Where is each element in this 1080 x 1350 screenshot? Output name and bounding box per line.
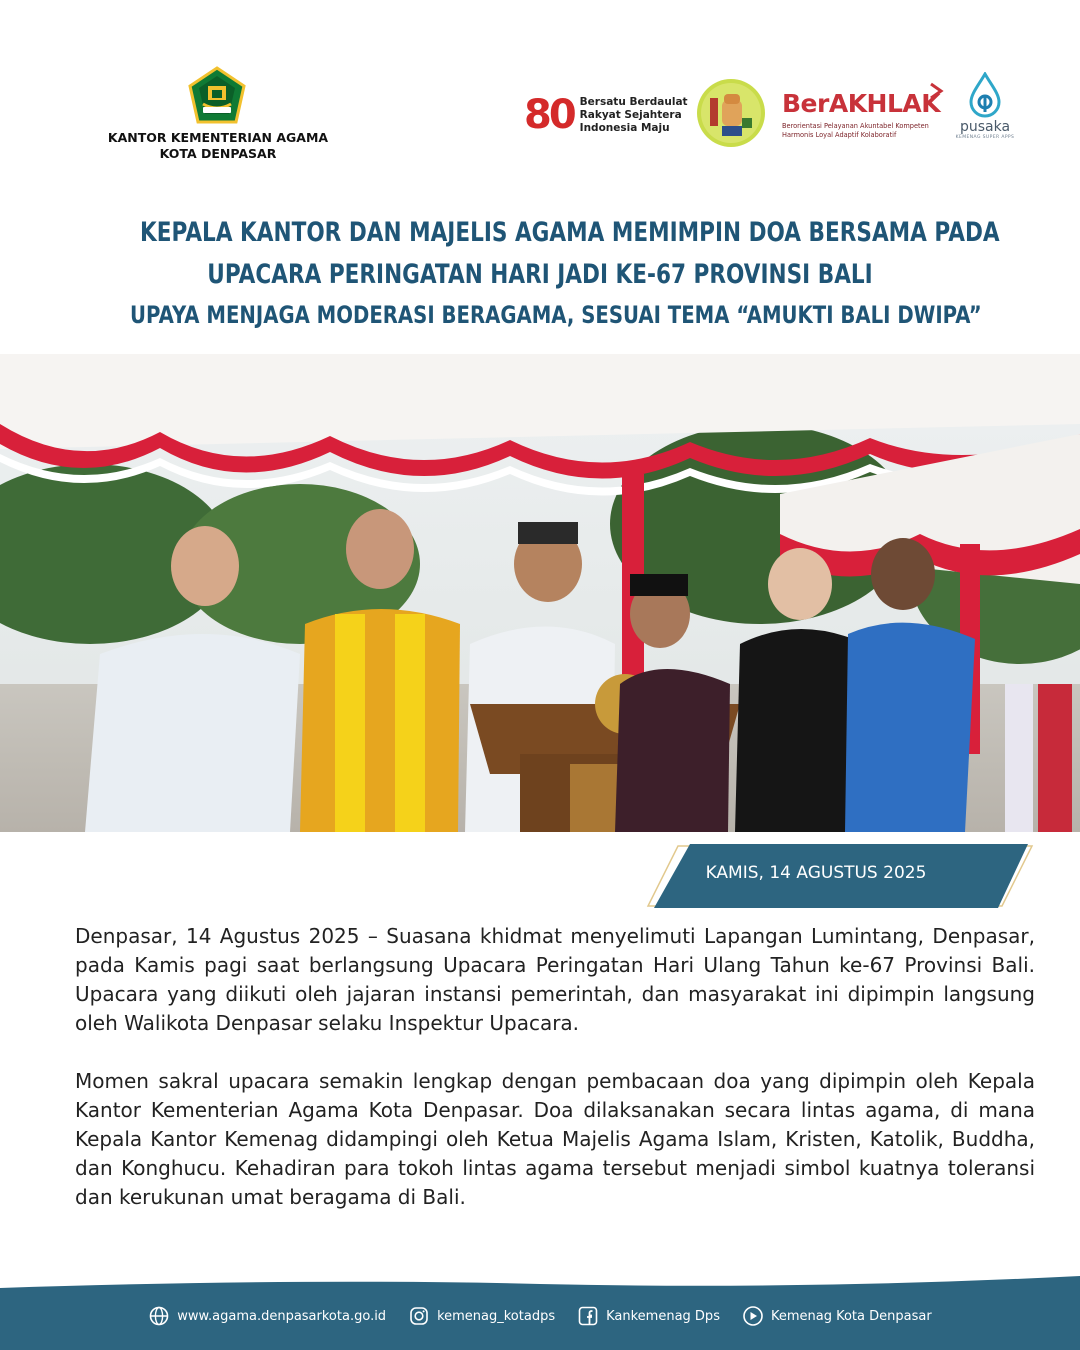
footer-facebook[interactable] [577,1305,720,1327]
article-body [75,922,1035,1241]
footer-youtube[interactable] [742,1305,932,1327]
office-name-line2: KOTA DENPASAR [159,146,277,161]
globe-icon [148,1305,170,1327]
youtube-icon [742,1305,764,1327]
instagram-icon [408,1305,430,1327]
article-paragraph-1: Denpasar, 14 Agustus 2025 – Suasana khidmat menyelimuti Lapangan Lumintang, Denpasar, pada Kamis pagi saat berlangsung Upacara Peringatan Hari Ulang Tahun ke-67 Provinsi Bali. Upacara yang diikuti oleh jajaran instansi pemerintah, dan masyarakat ini dipimpin langsung oleh Walikota Denpasar selaku Inspektur Upacara. [75,924,1035,1035]
headline-line2: UPACARA PERINGATAN HARI JADI KE-67 PROVINSI BALI [207,259,873,290]
office-name [100,130,336,162]
event-photo [0,354,1080,832]
facebook-icon [577,1305,599,1327]
kemenag-logo [186,66,248,128]
hut80-line3: Indonesia Maju [579,121,670,134]
instagram-handle[interactable]: kemenag_kotadps [437,1308,556,1324]
hut80-logo [524,88,688,142]
hut80-line2: Rakyat Sejahtera [579,108,682,121]
pusaka-drop-icon [968,72,1002,118]
moderasi-circle-logo [696,78,766,148]
hut80-tagline [580,96,688,135]
office-name-line1: KANTOR KEMENTERIAN AGAMA [107,130,329,145]
headline-line3: UPAYA MENJAGA MODERASI BERAGAMA, SESUAI TEMA “AMUKTI BALI DWIPA” [130,301,982,329]
berakhlak-sub-line1: Berorientasi Pelayanan Akuntabel Kompeten [782,122,929,130]
berakhlak-subtitle [782,122,940,140]
berakhlak-arrow-icon [928,82,946,100]
berakhlak-title: BerAKHLAK [782,89,941,118]
footer [0,1296,1080,1336]
date-label: KAMIS, 14 AGUSTUS 2025 [705,863,927,883]
youtube-channel[interactable]: Kemenag Kota Denpasar [770,1308,932,1324]
pusaka-logo [950,72,1020,140]
hut80-number: 80 [524,92,574,138]
footer-website[interactable] [148,1305,386,1327]
headline [40,212,1040,332]
berakhlak-sub-line2: Harmonis Loyal Adaptif Kolaboratif [782,131,897,139]
pusaka-tagline: KEMENAG SUPER APPS [955,135,1015,140]
berakhlak-logo [782,90,940,140]
article-paragraph-2: Momen sakral upacara semakin lengkap dengan pembacaan doa yang dipimpin oleh Kepala Kantor Kementerian Agama Kota Denpasar. Doa dilaksanakan secara lintas agama, di mana Kepala Kantor Kemenag didampingi oleh Ketua Majelis Agama Islam, Kristen, Katolik, Buddha, dan Konghucu. Kehadiran para tokoh lintas agama tersebut menjadi simbol kuatnya toleransi dan kerukunan umat beragama di Bali. [75,1069,1035,1209]
website-link[interactable]: www.agama.denpasarkota.go.id [177,1308,387,1324]
headline-line1: KEPALA KANTOR DAN MAJELIS AGAMA MEMIMPIN DOA BERSAMA PADA [140,217,1000,248]
footer-instagram[interactable] [408,1305,555,1327]
hut80-line1: Bersatu Berdaulat [579,95,688,108]
pusaka-name: pusaka [959,119,1011,135]
facebook-page[interactable]: Kankemenag Dps [606,1308,720,1324]
